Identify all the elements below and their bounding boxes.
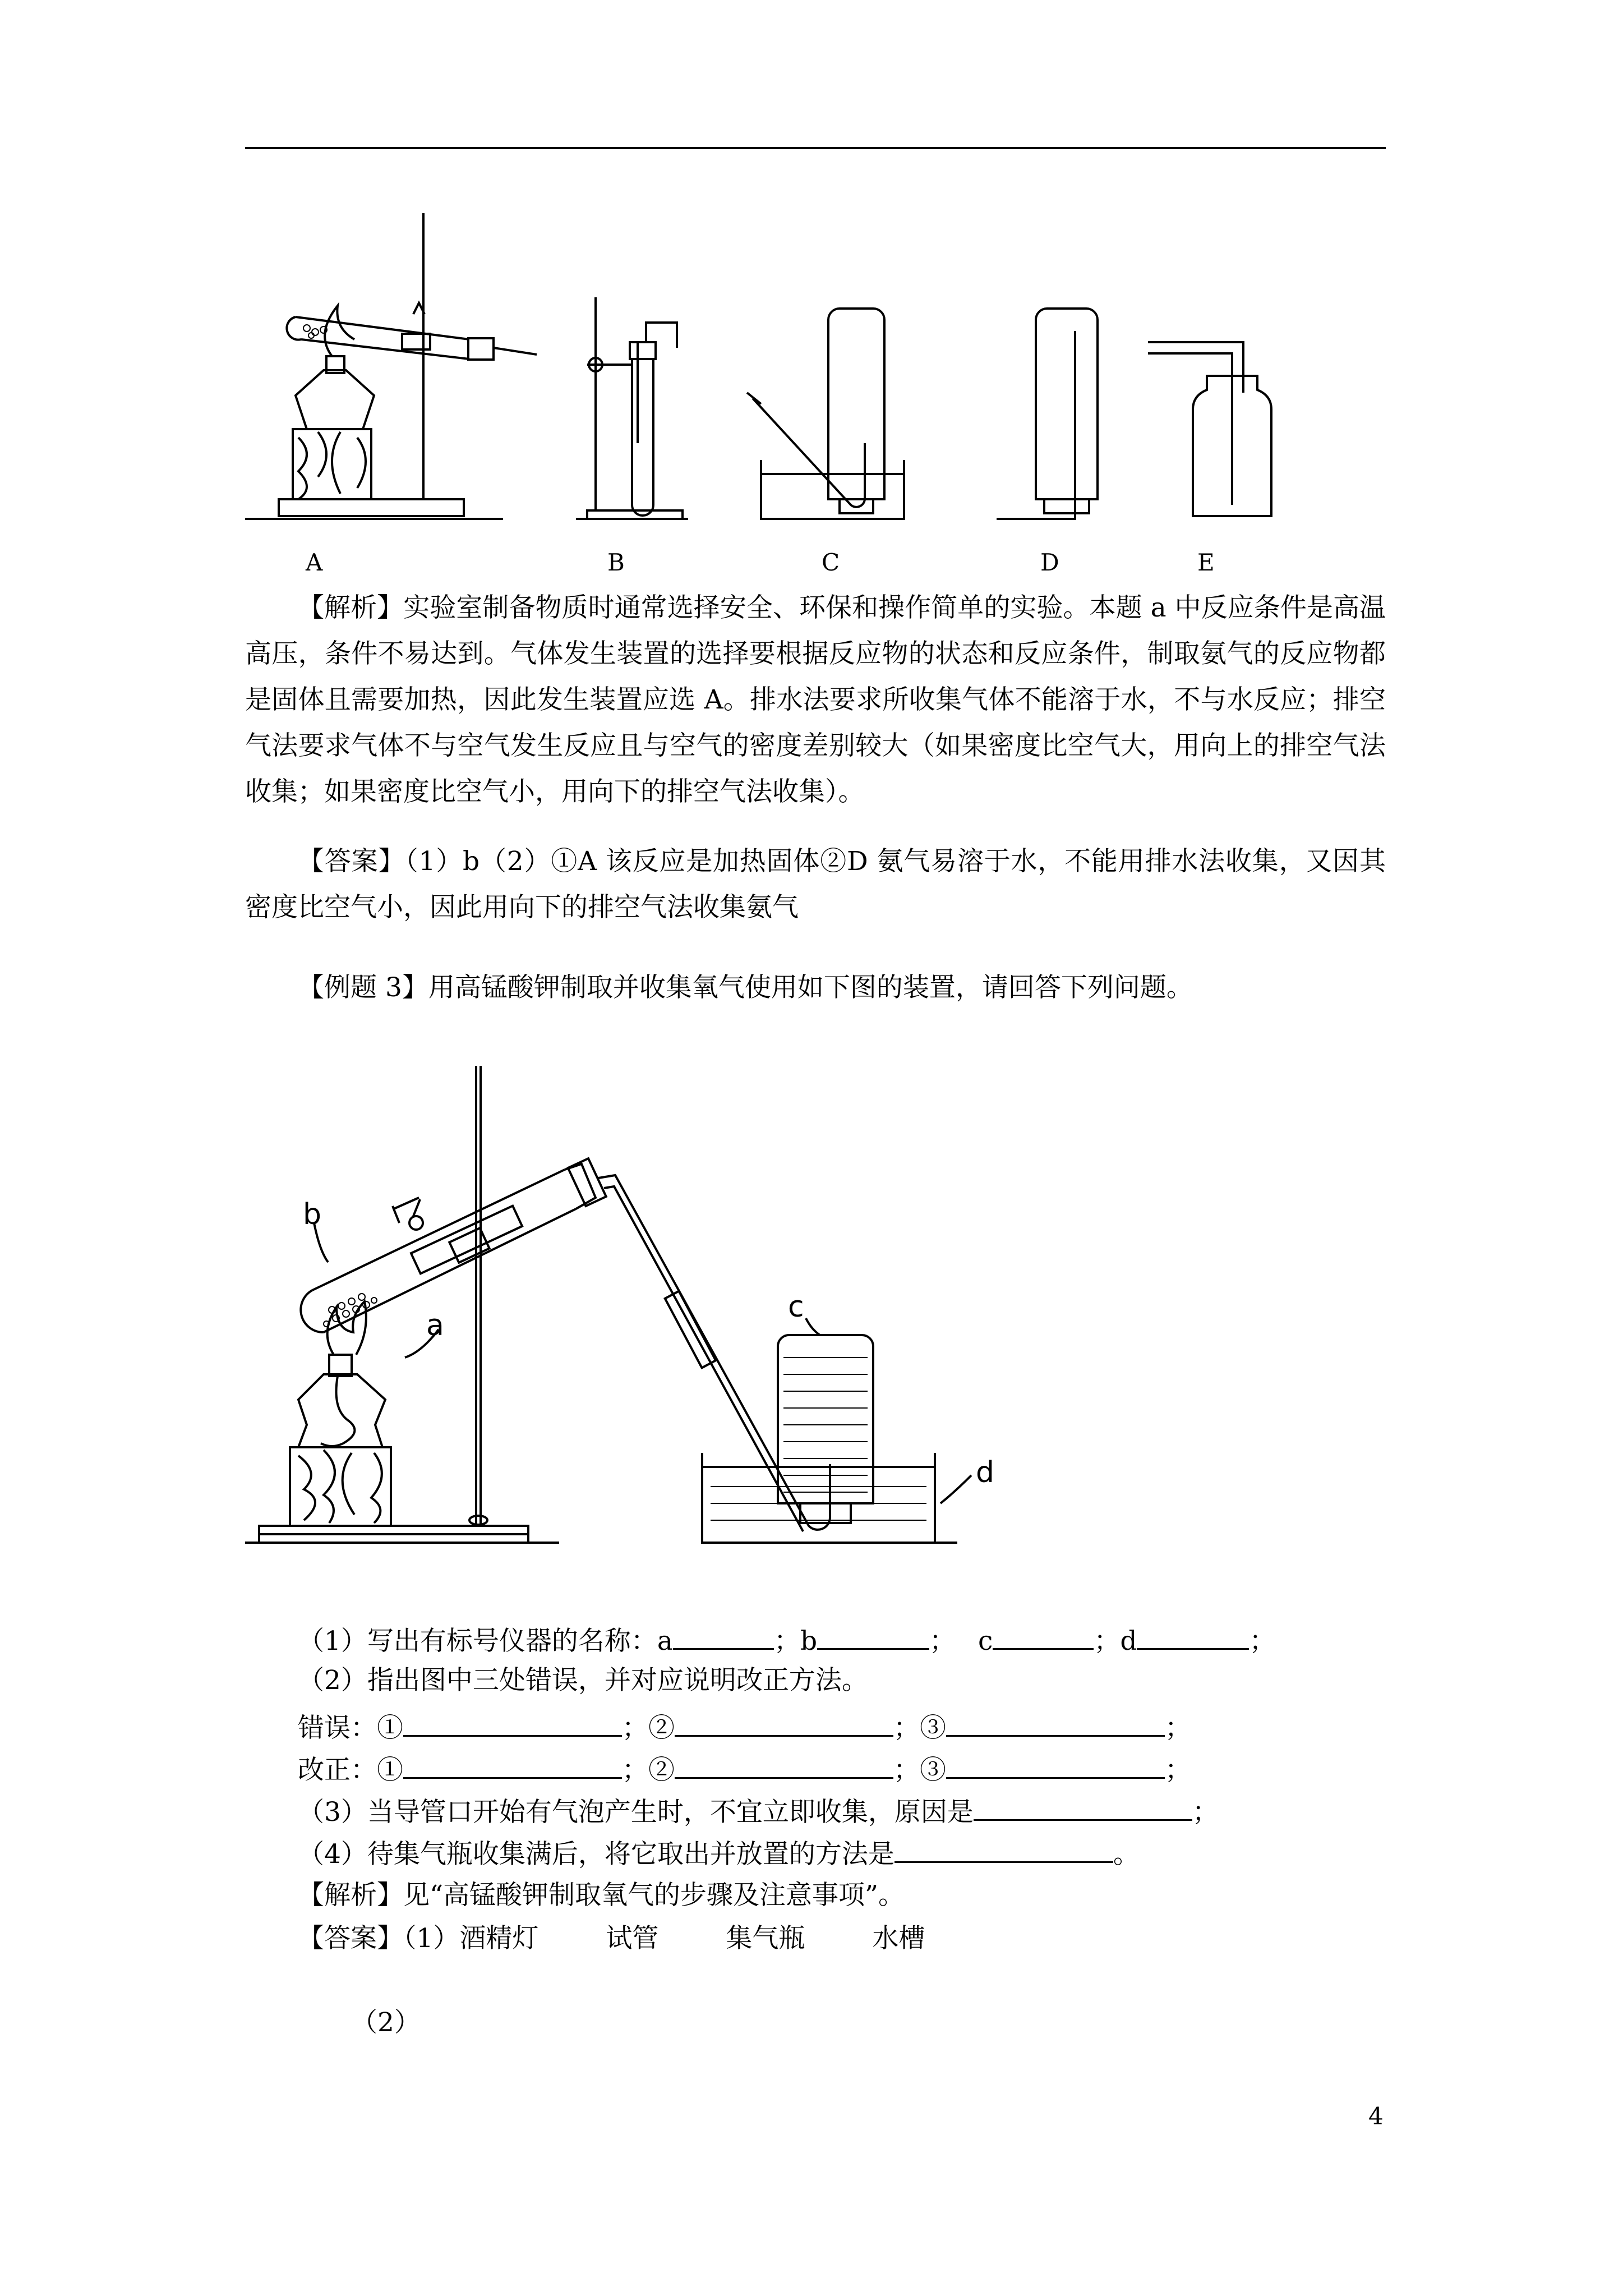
answer-item-2: 试管	[606, 1923, 659, 1954]
fix-blank-3[interactable]	[946, 1745, 1165, 1779]
figure-label-b: b	[303, 1198, 322, 1231]
figure-label-b-upper: B	[607, 549, 625, 576]
fix-blank-2[interactable]	[675, 1745, 893, 1779]
blank-c-label: c	[978, 1626, 993, 1657]
figure-label-d-upper: D	[1040, 549, 1059, 576]
answer-2-prefix: （1）	[403, 1923, 460, 1954]
errors-row: 错误：① ；② ；③ ；	[298, 1703, 1191, 1751]
analysis-2	[298, 1872, 905, 1918]
figure-label-e-upper: E	[1197, 549, 1215, 576]
blank-d-label: d	[1120, 1626, 1137, 1657]
error-blank-1[interactable]	[403, 1703, 622, 1737]
fixes-label: 改正：	[298, 1755, 377, 1786]
question-4-blank[interactable]	[895, 1829, 1113, 1863]
question-3-blank[interactable]	[974, 1787, 1192, 1821]
apparatus-figure-top	[245, 208, 1299, 539]
question-2: （2）指出图中三处错误，并对应说明改正方法。	[298, 1665, 868, 1696]
oxygen-apparatus-figure	[245, 1060, 969, 1554]
header-rule	[245, 147, 1386, 149]
answer-item-4: 水槽	[872, 1923, 925, 1954]
analysis-2-text: 见“高锰酸钾制取氧气的步骤及注意事项”。	[403, 1880, 905, 1911]
answer-2-part-2: （2）	[351, 2007, 421, 2038]
page-number: 4	[1368, 2102, 1384, 2130]
figure-label-c-upper: C	[822, 549, 840, 576]
error-blank-3[interactable]	[946, 1703, 1165, 1737]
analysis-bracket: 【解析】	[298, 592, 404, 623]
question-4-text: （4）待集气瓶收集满后，将它取出并放置的方法是	[298, 1839, 895, 1870]
question-4: （4）待集气瓶收集满后，将它取出并放置的方法是 。	[298, 1829, 1140, 1878]
figure-label-c: c	[788, 1290, 804, 1324]
analysis-paragraph-1	[245, 585, 1386, 815]
errors-label: 错误：	[298, 1713, 377, 1743]
answer-item-3: 集气瓶	[726, 1923, 805, 1954]
question-1-prefix: （1）写出有标号仪器的名称：	[298, 1626, 657, 1657]
analysis-2-bracket: 【解析】	[298, 1880, 403, 1911]
figure-label-a-upper: A	[306, 549, 323, 576]
fixes-row: 改正：① ；② ；③ ；	[298, 1745, 1191, 1793]
answer-item-1: 酒精灯	[459, 1923, 539, 1954]
example-3-heading	[245, 965, 1386, 1011]
question-1: （1）写出有标号仪器的名称：a ；b ； c ；d ；	[298, 1616, 1275, 1664]
figure-label-d: d	[976, 1456, 995, 1489]
answer-bracket: 【答案】	[298, 846, 405, 877]
fix-blank-1[interactable]	[403, 1745, 622, 1779]
question-3-text: （3）当导管口开始有气泡产生时，不宜立即收集，原因是	[298, 1797, 974, 1828]
figure-label-a: a	[426, 1309, 444, 1342]
blank-d[interactable]	[1137, 1616, 1249, 1650]
question-3: （3）当导管口开始有气泡产生时，不宜立即收集，原因是 ；	[298, 1787, 1219, 1835]
blank-a[interactable]	[673, 1616, 774, 1650]
blank-b-label: b	[800, 1626, 818, 1657]
blank-b[interactable]	[817, 1616, 929, 1650]
answer-2-bracket: 【答案】	[298, 1923, 403, 1954]
answer-text: （1）b（2）①A 该反应是加热固体②D 氨气易溶于水，不能用排水法收集，又因其密度比空气小，因此用向下的排空气法收集氨气	[245, 846, 1386, 923]
blank-a-label: a	[657, 1626, 673, 1657]
blank-c[interactable]	[993, 1616, 1094, 1650]
answer-2	[298, 1916, 925, 1962]
example-bracket: 【例题 3】	[298, 972, 428, 1003]
example-text: 用高锰酸钾制取并收集氧气使用如下图的装置，请回答下列问题。	[428, 972, 1193, 1003]
analysis-text: 实验室制备物质时通常选择安全、环保和操作简单的实验。本题 a 中反应条件是高温高压，条件不易达到。气体发生装置的选择要根据反应物的状态和反应条件，制取氨气的反应物都是固体且需要加热，因此发生装置应选 A。排水法要求所收集气体不能溶于水，不与水反应；排空气法要求气体不与空气发生反应且与空气的密度差别较大（如果密度比空气大，用向上的排空气法收集；如果密度比空气小，用向下的排空气法收集）。	[245, 592, 1386, 807]
answer-paragraph-1	[245, 839, 1386, 931]
error-blank-2[interactable]	[675, 1703, 893, 1737]
